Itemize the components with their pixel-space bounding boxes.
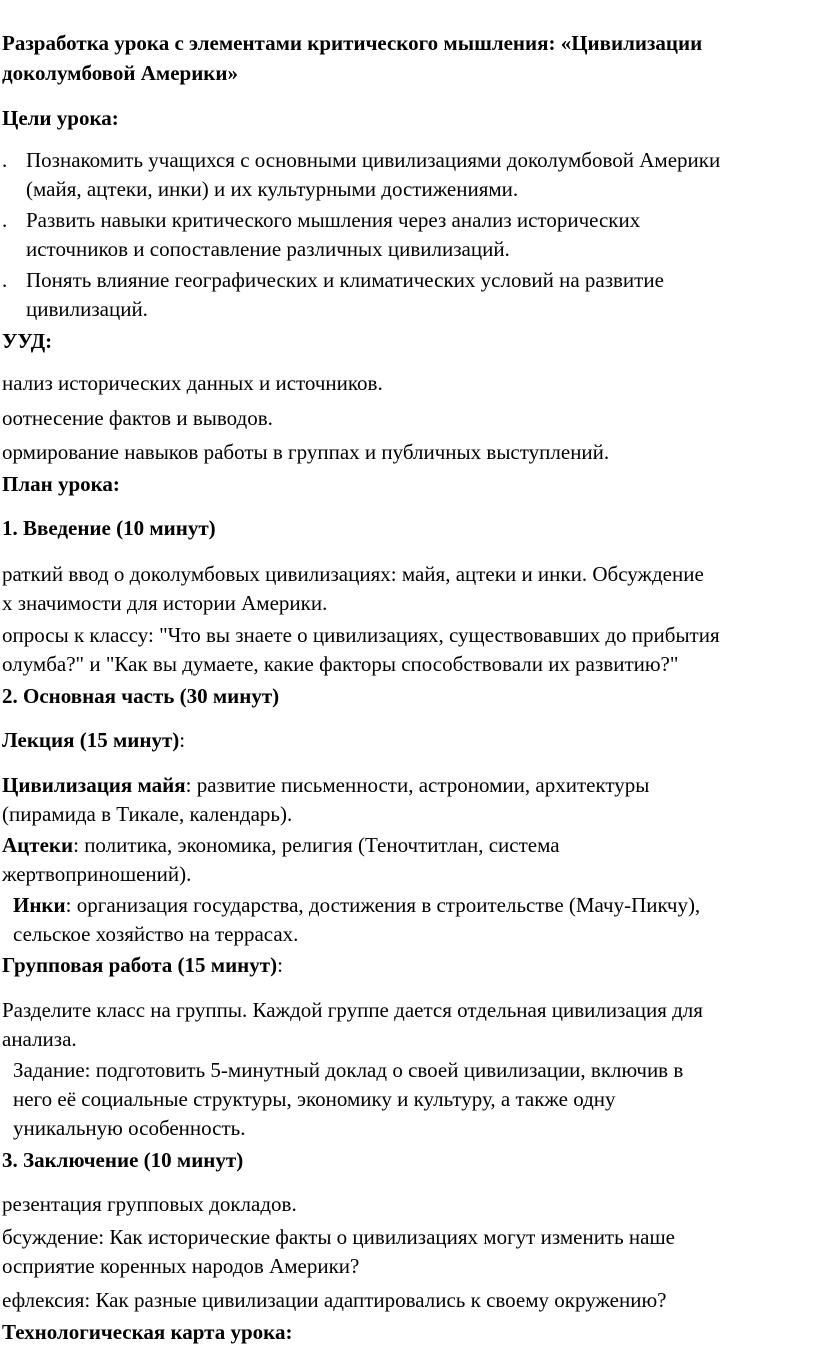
uud-heading: УУД: <box>2 329 53 353</box>
group-work-task-line-2: него её социальные структуры, экономику и культуру, а также одну <box>13 1087 616 1111</box>
goal-item-2-line-1: Развить навыки критического мышления через анализ исторических <box>26 208 641 232</box>
maya-term: Цивилизация майя <box>2 773 186 797</box>
conclusion-heading: 3. Заключение (10 минут) <box>2 1148 244 1172</box>
aztec-line-2: жертвоприношений). <box>2 862 192 886</box>
goal-item-1-line-2: (майя, ацтеки, инки) и их культурными достижениями. <box>26 177 519 201</box>
lecture-heading-colon: : <box>179 728 186 752</box>
goal-item-3-marker: . <box>2 268 8 292</box>
aztec-term: Ацтеки <box>2 833 74 857</box>
intro-heading: 1. Введение (10 минут) <box>2 516 216 540</box>
goal-item-1-line-1: Познакомить учащихся с основными цивилизациями доколумбовой Америки <box>26 148 721 172</box>
intro-paragraph-1-line-2: х значимости для истории Америки. <box>2 591 328 615</box>
group-work-paragraph-1-line-2: анализа. <box>2 1027 77 1051</box>
inca-line-1 <box>13 890 700 920</box>
intro-paragraph-2-line-2: олумба?" и "Как вы думаете, какие факторы способствовали их развитию?" <box>2 652 679 676</box>
conclusion-item-2-line-2: осприятие коренных народов Америки? <box>2 1254 360 1278</box>
group-work-heading <box>2 950 283 980</box>
goal-item-3-line-1: Понять влияние географических и климатических условий на развитие <box>26 268 664 292</box>
inca-description: : организация государства, достижения в строительстве (Мачу-Пикчу), <box>65 893 701 917</box>
document-title-line-2: доколумбовой Америки» <box>2 61 238 85</box>
inca-line-2: сельское хозяйство на террасах. <box>13 922 299 946</box>
conclusion-item-3: ефлексия: Как разные цивилизации адаптировались к своему окружению? <box>2 1288 667 1312</box>
goals-heading: Цели урока: <box>2 106 119 130</box>
intro-paragraph-1-line-1: раткий ввод о доколумбовых цивилизациях: майя, ацтеки и инки. Обсуждение <box>2 562 704 586</box>
tech-card-heading: Технологическая карта урока: <box>2 1320 293 1344</box>
maya-line-1 <box>2 770 649 800</box>
uud-item-2: оотнесение фактов и выводов. <box>2 406 273 430</box>
goal-item-2-marker: . <box>2 208 8 232</box>
aztec-description: : политика, экономика, религия (Теночтитлан, система <box>73 833 560 857</box>
group-work-task-line-3: уникальную особенность. <box>13 1116 246 1140</box>
uud-item-3: ормирование навыков работы в группах и публичных выступлений. <box>2 440 610 464</box>
lecture-heading-label: Лекция (15 минут) <box>2 728 180 752</box>
aztec-line-1 <box>2 830 560 860</box>
group-work-paragraph-1-line-1: Разделите класс на группы. Каждой группе дается отдельная цивилизация для <box>2 998 703 1022</box>
uud-item-1: нализ исторических данных и источников. <box>2 371 383 395</box>
maya-line-2: (пирамида в Тикале, календарь). <box>2 802 293 826</box>
group-work-heading-colon: : <box>277 953 283 977</box>
main-part-heading: 2. Основная часть (30 минут) <box>2 684 280 708</box>
lecture-heading <box>2 725 185 755</box>
plan-heading: План урока: <box>2 472 120 496</box>
maya-description: : развитие письменности, астрономии, архитектуры <box>185 773 650 797</box>
document-title-line-1: Разработка урока с элементами критического мышления: «Цивилизации <box>2 31 703 55</box>
goal-item-3-line-2: цивилизаций. <box>26 297 148 321</box>
goal-item-1-marker: . <box>2 148 8 172</box>
conclusion-item-1: резентация групповых докладов. <box>2 1192 297 1216</box>
group-work-heading-label: Групповая работа (15 минут) <box>2 953 278 977</box>
inca-term: Инки <box>13 893 66 917</box>
goal-item-2-line-2: источников и сопоставление различных цивилизаций. <box>26 237 510 261</box>
conclusion-item-2-line-1: бсуждение: Как исторические факты о цивилизациях могут изменить наше <box>2 1225 675 1249</box>
group-work-task-line-1: Задание: подготовить 5-минутный доклад о своей цивилизации, включив в <box>13 1058 684 1082</box>
intro-paragraph-2-line-1: опросы к классу: "Что вы знаете о цивилизациях, существовавших до прибытия <box>2 623 720 647</box>
